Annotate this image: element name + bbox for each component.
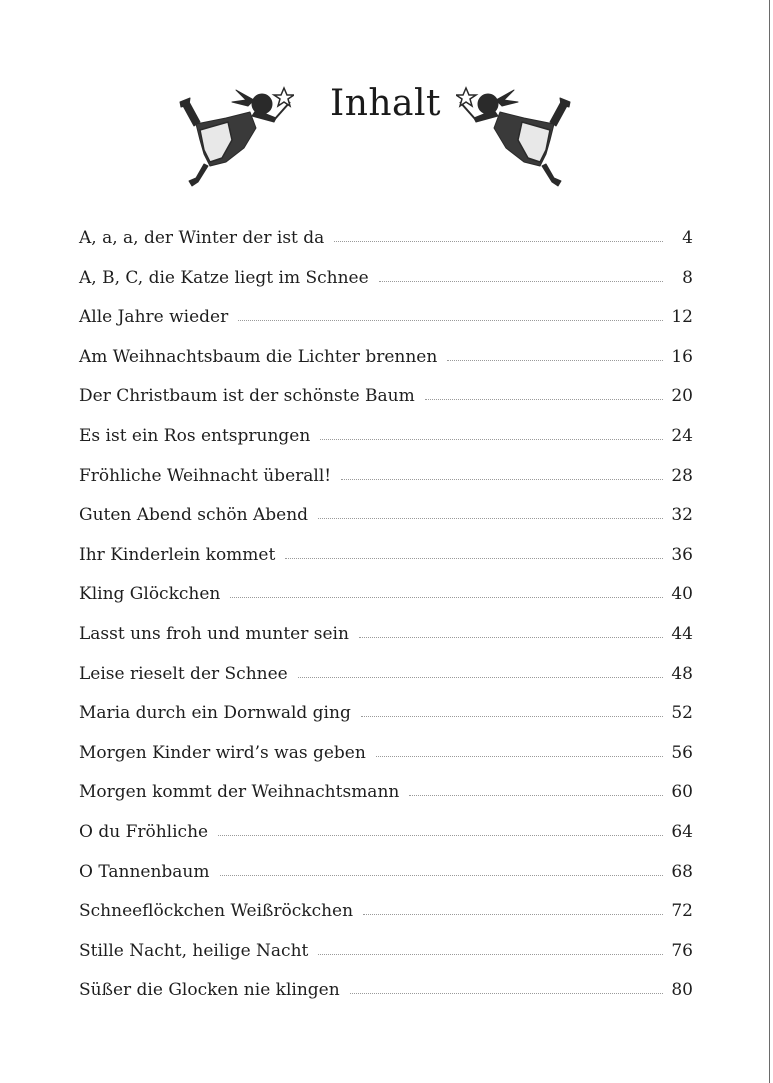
toc-entry-page-number: 64: [671, 821, 693, 842]
dot-leader: [363, 913, 663, 915]
toc-entry-page-number: 12: [671, 307, 693, 328]
toc-entry-page-number: 60: [671, 782, 693, 803]
toc-entry-title: Der Christbaum ist der schönste Baum: [79, 386, 415, 407]
toc-entry[interactable]: [79, 219, 693, 259]
toc-entry-page-number: 24: [671, 425, 693, 446]
toc-entry-page-number: 76: [671, 940, 693, 961]
toc-entry-title: Morgen Kinder wird’s was geben: [79, 742, 366, 763]
toc-entry-page-number: 16: [671, 346, 693, 367]
toc-entry-title: Maria durch ein Dornwald ging: [79, 703, 351, 724]
dot-leader: [318, 953, 663, 955]
page-title: Inhalt: [329, 83, 442, 124]
toc-entry-page-number: 56: [671, 742, 693, 763]
toc-entry[interactable]: [79, 457, 693, 497]
toc-entry-title: Süßer die Glocken nie klingen: [79, 980, 340, 1001]
toc-entry-title: Am Weihnachtsbaum die Lichter brennen: [79, 346, 438, 367]
toc-entry-page-number: 8: [682, 267, 693, 288]
dot-leader: [425, 398, 663, 400]
toc-entry[interactable]: [79, 417, 693, 457]
toc-entry-title: Schneeflöckchen Weißröckchen: [79, 901, 354, 922]
toc-entry[interactable]: [79, 892, 693, 932]
dot-leader: [320, 438, 663, 440]
toc-entry-title: Alle Jahre wieder: [79, 307, 229, 328]
toc-entry-title: Ihr Kinderlein kommet: [79, 544, 276, 565]
toc-entry-title: O du Fröhliche: [79, 821, 209, 842]
toc-entry[interactable]: [79, 655, 693, 695]
toc-entry[interactable]: [79, 971, 693, 1011]
toc-entry[interactable]: [79, 575, 693, 615]
dot-leader: [220, 874, 664, 876]
toc-entry-page-number: 20: [671, 386, 693, 407]
page-header: [0, 70, 773, 200]
toc-entry-page-number: 4: [682, 228, 693, 248]
toc-entry-page-number: 40: [671, 584, 693, 605]
toc-entry-title: Leise rieselt der Schnee: [79, 663, 288, 684]
toc-entry[interactable]: [79, 259, 693, 299]
toc-entry-title: A, a, a, der Winter der ist da: [79, 228, 325, 248]
toc-entry[interactable]: [79, 298, 693, 338]
toc-entry-page-number: 72: [671, 901, 693, 922]
toc-entry-title: Kling Glöckchen: [79, 584, 221, 605]
toc-entry-page-number: 36: [671, 544, 693, 565]
dot-leader: [409, 794, 663, 796]
toc-entry[interactable]: [79, 496, 693, 536]
toc-entry-page-number: 68: [671, 861, 693, 882]
toc-entry[interactable]: [79, 694, 693, 734]
dot-leader: [379, 280, 663, 282]
dot-leader: [359, 636, 663, 638]
toc-entry-title: Morgen kommt der Weihnachtsmann: [79, 782, 400, 803]
toc-entry[interactable]: [79, 813, 693, 853]
dot-leader: [298, 676, 663, 678]
dot-leader: [334, 240, 663, 242]
toc-entry-page-number: 28: [671, 465, 693, 486]
toc-entry-title: Lasst uns froh und munter sein: [79, 623, 349, 644]
toc-entry[interactable]: [79, 734, 693, 774]
dot-leader: [218, 834, 663, 836]
dot-leader: [230, 596, 663, 598]
dot-leader: [376, 755, 663, 757]
toc-entry-page-number: 32: [671, 505, 693, 526]
toc-entry-title: Es ist ein Ros entsprungen: [79, 425, 311, 446]
toc-entry-title: Fröhliche Weihnacht überall!: [79, 465, 332, 486]
toc-entry[interactable]: [79, 377, 693, 417]
toc-entry[interactable]: [79, 338, 693, 378]
flying-angel-icon: [456, 82, 576, 192]
dot-leader: [361, 715, 663, 717]
toc-entry-title: O Tannenbaum: [79, 861, 210, 882]
toc-entry-title: A, B, C, die Katze liegt im Schnee: [79, 267, 369, 288]
dot-leader: [350, 992, 663, 994]
toc-entry[interactable]: [79, 773, 693, 813]
toc-entry[interactable]: [79, 536, 693, 576]
toc-entry-page-number: 80: [671, 980, 693, 1001]
toc-entry[interactable]: [79, 615, 693, 655]
toc-entry[interactable]: [79, 932, 693, 972]
toc-entry-title: Stille Nacht, heilige Nacht: [79, 940, 309, 961]
dot-leader: [341, 478, 663, 480]
toc-entry-page-number: 48: [671, 663, 693, 684]
dot-leader: [318, 517, 663, 519]
dot-leader: [447, 359, 663, 361]
table-of-contents: [79, 219, 693, 1011]
toc-entry-page-number: 44: [671, 623, 693, 644]
toc-entry-title: Guten Abend schön Abend: [79, 505, 309, 526]
dot-leader: [285, 557, 663, 559]
toc-entry-page-number: 52: [671, 703, 693, 724]
toc-entry[interactable]: [79, 853, 693, 893]
dot-leader: [238, 319, 663, 321]
